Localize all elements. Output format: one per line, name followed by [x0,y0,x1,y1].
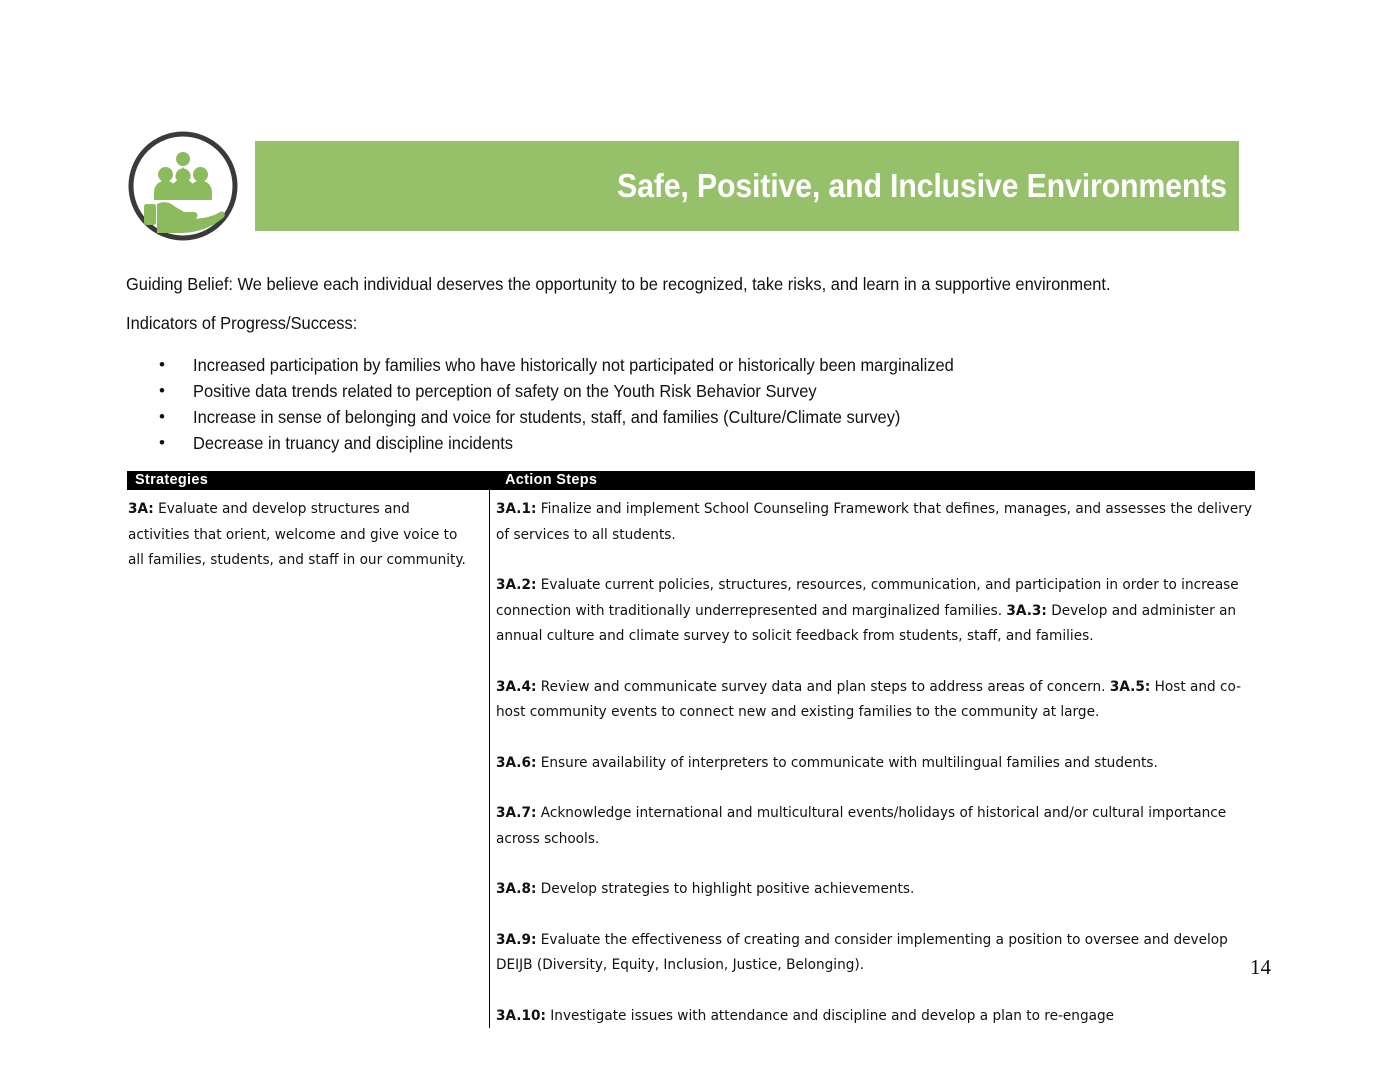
list-item [157,404,1257,430]
banner-bar [255,141,1239,231]
action-step-id: 3A.5: [1109,677,1151,695]
page-number: 14 [1250,955,1271,979]
strategy-id: 3A: [128,500,154,517]
action-step-id: 3A.2: [496,576,537,593]
strategy-3a [128,496,475,573]
table-row [127,490,1255,1028]
action-step-text: Develop and administer an annual culture and climate survey to solicit feedback from students, staff, and families. [496,601,1237,644]
action-step-3a8 [496,876,1255,902]
table-header-row [127,471,1255,490]
column-header-strategies: Strategies [135,472,209,488]
list-item [157,352,1257,378]
action-step-text: Evaluate the effectiveness of creating and consider implementing a position to oversee and develop DEIJB (Diversity, Equity, Inclusion, Justice, Belonging). [496,930,1228,973]
page-title: Safe, Positive, and Inclusive Environments [617,167,1227,204]
action-step-text: Investigate issues with attendance and discipline and develop a plan to re-engage [545,1006,1115,1024]
bullet-icon: • [159,381,165,400]
action-step-3a2 [496,572,1255,649]
action-step-text: Finalize and implement School Counseling Framework that defines, manages, and assesses the delivery of services to all students. [496,500,1252,543]
action-step-id: 3A.8: [496,880,537,897]
action-step-text: Review and communicate survey data and plan steps to address areas of concern. [536,677,1110,695]
indicators-label: Indicators of Progress/Success: [126,313,358,333]
column-header-action-steps: Action Steps [505,472,598,488]
guiding-belief-text: Guiding Belief: We believe each individual deserves the opportunity to be recognized, take risks, and learn in a supportive environment. [126,274,1111,294]
action-step-3a1 [496,496,1255,547]
people-in-hand-icon [127,130,239,242]
list-item-label: Increase in sense of belonging and voice for students, staff, and families (Culture/Climate survey) [193,407,901,427]
action-step-id: 3A.1: [496,500,537,517]
action-step-id: 3A.3: [1006,601,1047,619]
action-step-3a7 [496,800,1255,851]
strategy-text: Evaluate and develop structures and activities that orient, welcome and give voice to all families, students, and staff in our community. [128,500,466,568]
action-step-text: Host and co-host community events to connect new and existing families to the community at large. [496,677,1242,720]
action-step-text: Ensure availability of interpreters to communicate with multilingual families and students. [536,753,1158,771]
action-step-text: Acknowledge international and multicultural events/holidays of historical and/or cultural importance across schools. [496,804,1227,847]
list-item-label: Positive data trends related to perception of safety on the Youth Risk Behavior Survey [193,381,817,401]
action-step-3a10 [496,1003,1255,1029]
cell-strategies [127,490,489,1028]
action-step-id: 3A.9: [496,930,537,948]
indicators-list [157,352,1257,456]
action-step-text: Evaluate current policies, structures, resources, communication, and participation in order to increase connection with traditionally underrepresented and marginalized families. [496,576,1239,619]
action-step-3a4 [496,674,1255,725]
action-step-id: 3A.10: [496,1006,546,1024]
list-item [157,378,1257,404]
bullet-icon: • [159,433,165,452]
action-step-3a9 [496,927,1255,978]
list-item-label: Increased participation by families who have historically not participated or historically been marginalized [193,355,954,375]
action-step-id: 3A.4: [496,677,537,695]
action-step-id: 3A.6: [496,753,537,771]
strategies-table [127,471,1255,1028]
action-step-id: 3A.7: [496,804,537,821]
list-item-label: Decrease in truancy and discipline incidents [193,433,514,453]
action-step-3a6 [496,750,1255,776]
list-item [157,430,1257,456]
bullet-icon: • [159,407,165,426]
bullet-icon: • [159,355,165,374]
cell-action-steps [489,490,1255,1028]
action-step-text: Develop strategies to highlight positive achievements. [536,880,915,897]
page-banner [127,141,1239,231]
